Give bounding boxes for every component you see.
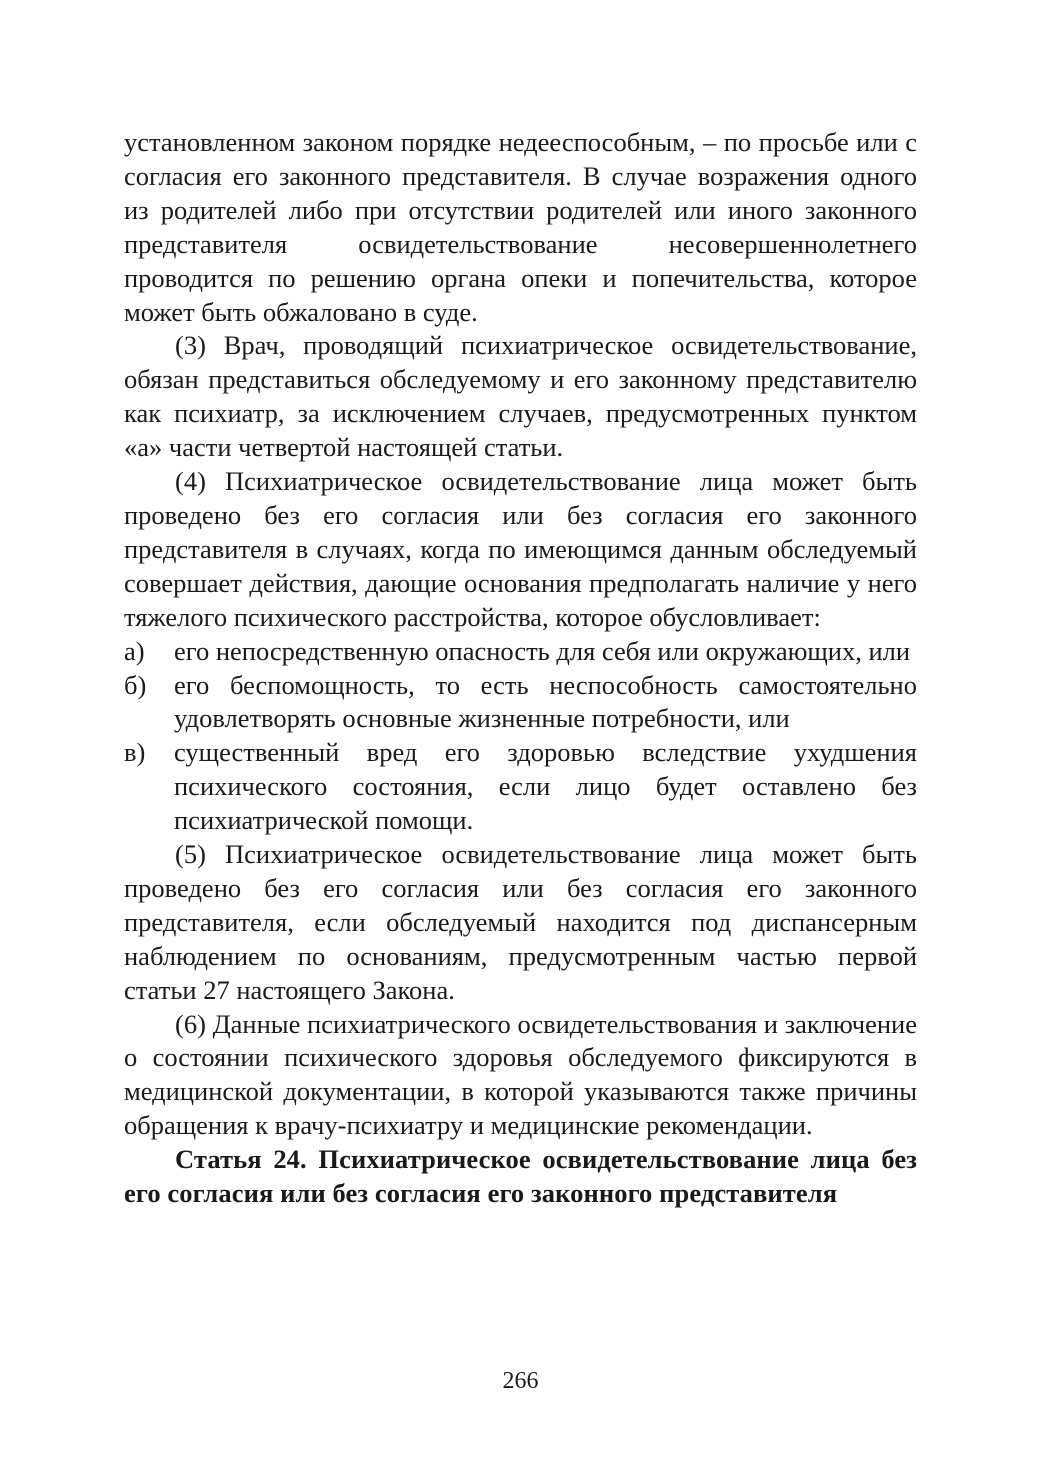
paragraph-5: (5) Психиатрическое освидетельствование лица может быть проведено без его согласия или без согласия его законного представителя, если обследуемый находится под диспансерным наблюдением по основаниям, предусмотренным частью первой статьи 27 настоящего Закона.	[124, 839, 917, 1005]
article-heading: Статья 24. Психиатрическое освидетельствование лица без его согласия или без согласия его законного представителя	[124, 1144, 917, 1209]
document-page	[124, 126, 917, 1211]
list-item	[124, 635, 917, 669]
page-number: 266	[502, 1368, 539, 1394]
list-item-text: его беспомощность, то есть неспособность самостоятельно удовлетворять основные жизненные потребности, или	[174, 669, 917, 734]
list-marker: б)	[124, 669, 147, 700]
paragraph-4: (4) Психиатрическое освидетельствование лица может быть проведено без его согласия или без согласия его законного представителя в случаях, когда по имеющимся данным обследуемый совершает действия, дающие основания предполагать наличие у него тяжелого психического расстройства, которое обусловливает:	[124, 466, 917, 632]
list-marker: а)	[124, 635, 145, 666]
list-marker: в)	[124, 737, 146, 768]
paragraph-continuation: установленном законом порядке недееспособным, – по просьбе или с согласия его законного представителя. В случае возражения одного из родителей либо при отсутствии родителей или иного законного представителя освидетельствование несовершеннолетнего проводится по решению органа опеки и попечительства, которое может быть обжаловано в суде.	[124, 127, 917, 327]
list-item	[124, 669, 917, 737]
paragraph-6: (6) Данные психиатрического освидетельствования и заключение о состоянии психического здоровья обследуемого фиксируются в медицинской документации, в которой указываются также причины обращения к врачу-психиатру и медицинские рекомендации.	[124, 1008, 917, 1141]
list-item	[124, 736, 917, 838]
list-item-text: его непосредственную опасность для себя или окружающих, или	[174, 635, 911, 666]
paragraph-3: (3) Врач, проводящий психиатрическое освидетельствование, обязан представиться обследуемому и его законному представителю как психиатр, за исключением случаев, предусмотренных пунктом «а» части четвертой настоящей статьи.	[124, 330, 917, 463]
list-item-text: существенный вред его здоровью вследствие ухудшения психического состояния, если лицо будет оставлено без психиатрической помощи.	[174, 737, 917, 836]
criteria-list	[124, 635, 917, 838]
